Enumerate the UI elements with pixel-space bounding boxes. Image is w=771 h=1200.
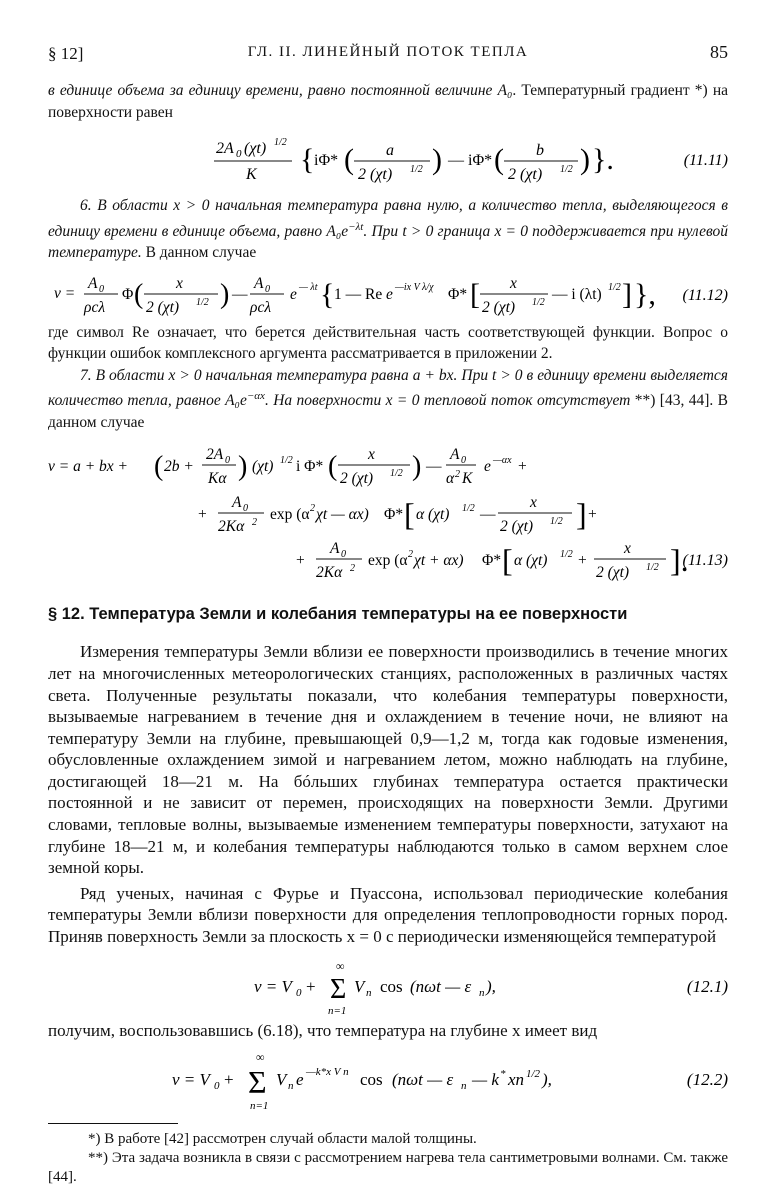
svg-text:K: K <box>246 166 257 183</box>
svg-text:0: 0 <box>99 283 104 295</box>
footnote-rule <box>48 1123 178 1124</box>
svg-text:2: 2 <box>408 549 413 561</box>
svg-text:),: ), <box>486 976 496 996</box>
svg-text:∞: ∞ <box>256 1050 265 1065</box>
svg-text:]: ] <box>622 277 632 311</box>
case-7-text-b: . На поверхности x = 0 тепловой поток отсутствует <box>264 392 631 410</box>
equation-11-13 <box>48 437 728 583</box>
svg-text:{: { <box>320 277 335 311</box>
svg-text:χt — αx): χt — αx) <box>316 506 369 524</box>
svg-text:Σ: Σ <box>330 973 347 1005</box>
svg-text:i Φ*: i Φ* <box>296 458 324 476</box>
svg-text:n: n <box>479 986 485 999</box>
intro-rest: . Температурный градиент *) на поверхности равен <box>48 82 728 121</box>
svg-text:cos: cos <box>360 1070 383 1090</box>
svg-text:(: ( <box>154 451 164 483</box>
svg-text:1/2: 1/2 <box>274 137 287 148</box>
equation-12-1-number: (12.1) <box>686 976 728 996</box>
svg-text:1/2: 1/2 <box>560 164 573 175</box>
case-7-paragraph <box>48 365 728 434</box>
svg-text:+: + <box>588 506 597 524</box>
svg-text:2: 2 <box>252 517 257 529</box>
svg-text:K: K <box>462 470 473 488</box>
svg-text:exp (α: exp (α <box>368 552 408 570</box>
svg-text:iΦ*: iΦ* <box>314 152 339 169</box>
svg-text:(χt): (χt) <box>252 458 274 476</box>
case-7-exponent: −αx <box>246 390 265 403</box>
svg-text:n: n <box>461 1080 467 1093</box>
page-number: 85 <box>710 42 728 62</box>
svg-text:—k*x V n: —k*x V n <box>306 1066 349 1079</box>
svg-text:2: 2 <box>455 469 460 481</box>
case-6-tail: В данном случае <box>141 244 257 262</box>
svg-text:e: e <box>386 285 393 303</box>
paragraph-earth-temperature: Измерения температуры Земли вблизи ее поверхности производились в течение многих лет на многочисленных метеорологических станциях, расположенных в различных частях света. Полученные результаты показали, что колебания температуры поверхности, вызываемые нагреванием в течение дня и охлаждением в течение ночи, не влияют на температуру Земли на глубине, превышающей 0,9—1,2 м, тогда как годовые изменения, обусловленные охлаждением зимой и нагреванием летом, можно наблюдать на глубине, достигающей 18—21 м. На бóльших глубинах температура остается практически постоянной и не зависит от перемен, происходящих на поверхности Земли. Другими словами, тепловые волны, вызываемые изменением температуры поверхности, затухают на глубине 18—21 м, и колебания температуры наблюдаются только в самом верхнем слое земной коры. <box>48 642 728 878</box>
equation-12-2 <box>48 1047 728 1113</box>
svg-text:2 (χt): 2 (χt) <box>482 298 516 316</box>
svg-text:α (χt): α (χt) <box>416 506 450 524</box>
svg-text:Kα: Kα <box>208 470 227 488</box>
svg-text:(nωt — ε: (nωt — ε <box>410 976 472 996</box>
svg-text:A: A <box>254 274 264 292</box>
footnote-1: *) В работе [42] рассмотрен случай области малой толщины. <box>88 1131 477 1148</box>
svg-text:(: ( <box>134 278 144 310</box>
equation-12-2-number: (12.2) <box>686 1070 728 1090</box>
svg-text:α: α <box>446 470 455 488</box>
svg-text:1/2: 1/2 <box>526 1068 541 1081</box>
case-6-paragraph <box>48 195 728 264</box>
svg-text:ρcλ: ρcλ <box>84 298 106 316</box>
svg-text:A: A <box>88 274 98 292</box>
svg-text:—: — <box>426 458 442 476</box>
case-6-exponent: −λt <box>348 220 364 233</box>
svg-text:n: n <box>366 986 372 999</box>
svg-text:V: V <box>354 976 365 996</box>
svg-text:e: e <box>484 458 491 476</box>
svg-text:xn: xn <box>508 1070 525 1090</box>
svg-text:x: x <box>530 494 537 512</box>
svg-text:2: 2 <box>310 503 315 515</box>
svg-text:2 (χt): 2 (χt) <box>340 470 374 488</box>
svg-text:+: + <box>578 552 587 570</box>
equation-12-1 <box>48 956 728 1018</box>
svg-text:v =: v = <box>54 284 76 302</box>
case-6-text-b: . При t > 0 граница x = 0 поддерживается при нулевой температуре. <box>48 222 728 262</box>
svg-text:— λt: — λt <box>299 281 318 293</box>
svg-text:+: + <box>296 552 305 570</box>
svg-text:),: ), <box>542 1070 552 1090</box>
running-header <box>48 44 728 68</box>
svg-text:Φ*: Φ* <box>448 285 468 303</box>
svg-text:A: A <box>330 540 340 558</box>
paragraph-depth-result: получим, воспользовавшись (6.18), что температура на глубине x имеет вид <box>48 1020 598 1040</box>
svg-text:x: x <box>510 274 517 292</box>
svg-text:b: b <box>536 142 544 159</box>
svg-text:2 (χt): 2 (χt) <box>146 298 180 316</box>
svg-text:Φ: Φ <box>122 285 134 303</box>
svg-text:2 (χt): 2 (χt) <box>358 166 393 183</box>
svg-text:): ) <box>412 451 422 483</box>
header-section: § 12] <box>48 44 84 63</box>
svg-text:cos: cos <box>380 976 403 996</box>
svg-text:Φ*: Φ* <box>384 506 404 524</box>
svg-text:2b +: 2b + <box>164 458 194 476</box>
svg-text:∞: ∞ <box>336 958 345 973</box>
svg-text:2Kα: 2Kα <box>218 518 245 536</box>
svg-text:n: n <box>288 1080 294 1093</box>
section-heading: § 12. Температура Земли и колебания температуры на ее поверхности <box>48 605 628 624</box>
equation-11-11 <box>48 131 728 187</box>
svg-text:): ) <box>580 143 590 176</box>
svg-text:(: ( <box>328 451 338 483</box>
svg-text:0: 0 <box>243 503 248 515</box>
svg-text:1/2: 1/2 <box>462 503 475 515</box>
svg-text:+: + <box>224 1070 234 1090</box>
equation-11-11-render <box>48 131 728 187</box>
svg-text:2 (χt): 2 (χt) <box>596 564 630 582</box>
svg-text:[: [ <box>470 277 480 311</box>
svg-text:2A: 2A <box>216 140 234 157</box>
equation-12-2-render <box>48 1047 728 1113</box>
svg-text:—: — <box>480 506 496 524</box>
equation-11-12 <box>48 268 728 320</box>
svg-text:2Kα: 2Kα <box>316 564 343 582</box>
svg-text:): ) <box>238 451 248 483</box>
svg-text:a: a <box>386 142 394 159</box>
svg-text:e: e <box>290 285 297 303</box>
svg-text:2: 2 <box>350 563 355 575</box>
svg-text:1/2: 1/2 <box>646 562 659 574</box>
svg-text:(nωt — ε: (nωt — ε <box>392 1070 454 1090</box>
svg-text:): ) <box>432 143 442 176</box>
svg-text:(χt): (χt) <box>244 140 267 157</box>
svg-text:A: A <box>232 494 242 512</box>
svg-text:1 — Re: 1 — Re <box>334 285 383 303</box>
svg-text:}.: }. <box>592 143 614 176</box>
svg-text:0: 0 <box>461 455 466 467</box>
svg-text:): ) <box>220 278 230 310</box>
equation-11-12-number: (11.12) <box>682 286 728 304</box>
intro-symbol: A₀ <box>497 82 513 99</box>
remark-paragraph: где символ Re означает, что берется действительная часть соответствующей функции. Вопрос о функции ошибок комплексного аргумента рассматривается в приложении 2. <box>48 323 728 363</box>
svg-text:Φ*: Φ* <box>482 552 502 570</box>
svg-text:χt + αx): χt + αx) <box>414 552 464 570</box>
equation-12-1-render <box>48 956 728 1018</box>
svg-text:2 (χt): 2 (χt) <box>500 518 534 536</box>
svg-text:1/2: 1/2 <box>196 296 209 308</box>
svg-text:0: 0 <box>341 549 346 561</box>
svg-text:n=1: n=1 <box>250 1100 269 1113</box>
svg-text:—αx: —αx <box>493 455 512 467</box>
svg-text:(: ( <box>494 143 504 176</box>
case-6-text: 6. В области x > 0 начальная температура равна нулю, а количество тепла, выделяющегося в единицу времени в единице объема, равно A₀e <box>48 197 728 240</box>
footnote-2: **) Эта задача возникла в связи с рассмотрением нагрева тела сантиметровыми волнами. См. также [44]. <box>48 1150 728 1186</box>
svg-text:v = V: v = V <box>172 1070 210 1090</box>
svg-text:[: [ <box>404 496 415 533</box>
header-chapter-title: ГЛ. II. ЛИНЕЙНЫЙ ПОТОК ТЕПЛА <box>247 44 529 60</box>
equation-11-13-number: (11.13) <box>682 552 728 570</box>
svg-text:v = a + bx +: v = a + bx + <box>48 458 129 476</box>
svg-text:Σ: Σ <box>248 1064 267 1101</box>
svg-text:0: 0 <box>296 986 302 999</box>
svg-text:0: 0 <box>225 455 230 467</box>
svg-text:x: x <box>368 446 375 464</box>
svg-text:ρcλ: ρcλ <box>250 298 272 316</box>
svg-text:—ix V λ/χ: —ix V λ/χ <box>395 281 434 293</box>
case-7-text: 7. В области x > 0 начальная температура равна a + bx. При t > 0 в единицу времени выделяется количество тепла, равное A₀e <box>48 366 728 410</box>
svg-text:+: + <box>518 458 527 476</box>
svg-text:0: 0 <box>236 148 242 160</box>
svg-text:0: 0 <box>214 1080 220 1093</box>
svg-text:x: x <box>176 274 183 292</box>
svg-text:1/2: 1/2 <box>608 281 621 293</box>
svg-text:v = V: v = V <box>254 976 292 996</box>
svg-text:1/2: 1/2 <box>390 468 403 480</box>
intro-paragraph <box>48 80 728 123</box>
svg-text:[: [ <box>502 542 513 579</box>
svg-text:0: 0 <box>265 283 270 295</box>
svg-text:].: ]. <box>670 542 689 579</box>
svg-text:1/2: 1/2 <box>550 516 563 528</box>
equation-11-12-render <box>48 268 728 320</box>
paragraph-fourier-poisson: Ряд ученых, начиная с Фурье и Пуассона, использовал периодические колебания температуры Земли вблизи поверхности для определения теплопроводности горных пород. Приняв поверхность Земли за плоскость x = 0 с периодически изменяющейся температурой <box>48 883 728 947</box>
svg-text:x: x <box>624 540 631 558</box>
svg-text:V: V <box>276 1070 287 1090</box>
equation-11-11-number: (11.11) <box>683 152 728 169</box>
svg-text:*: * <box>500 1068 506 1081</box>
svg-text:— i (λt): — i (λt) <box>552 285 602 303</box>
svg-text:exp (α: exp (α <box>270 506 310 524</box>
book-page <box>48 44 728 1187</box>
case-7-tail: **) [43, 44]. В данном случае <box>48 392 729 431</box>
svg-text:n=1: n=1 <box>328 1004 347 1017</box>
svg-text:— iΦ*: — iΦ* <box>448 152 493 169</box>
svg-text:—: — <box>232 285 248 303</box>
svg-text:},: }, <box>634 277 656 311</box>
svg-text:1/2: 1/2 <box>532 296 545 308</box>
intro-italic: в единице объема за единицу времени, равно постоянной величине <box>48 82 493 99</box>
svg-text:1/2: 1/2 <box>410 164 423 175</box>
svg-text:+: + <box>198 506 207 524</box>
svg-text:α (χt): α (χt) <box>514 552 548 570</box>
svg-text:{: { <box>300 143 315 176</box>
svg-text:2 (χt): 2 (χt) <box>508 166 543 183</box>
svg-text:(: ( <box>344 143 354 176</box>
svg-text:1/2: 1/2 <box>560 549 573 561</box>
svg-text:]: ] <box>576 496 587 533</box>
svg-text:A: A <box>450 446 460 464</box>
svg-text:+: + <box>306 976 316 996</box>
svg-text:1/2: 1/2 <box>280 455 293 467</box>
equation-11-13-render <box>48 437 728 583</box>
svg-text:— k: — k <box>472 1070 499 1090</box>
svg-text:e: e <box>296 1070 304 1090</box>
svg-text:2A: 2A <box>206 446 224 464</box>
